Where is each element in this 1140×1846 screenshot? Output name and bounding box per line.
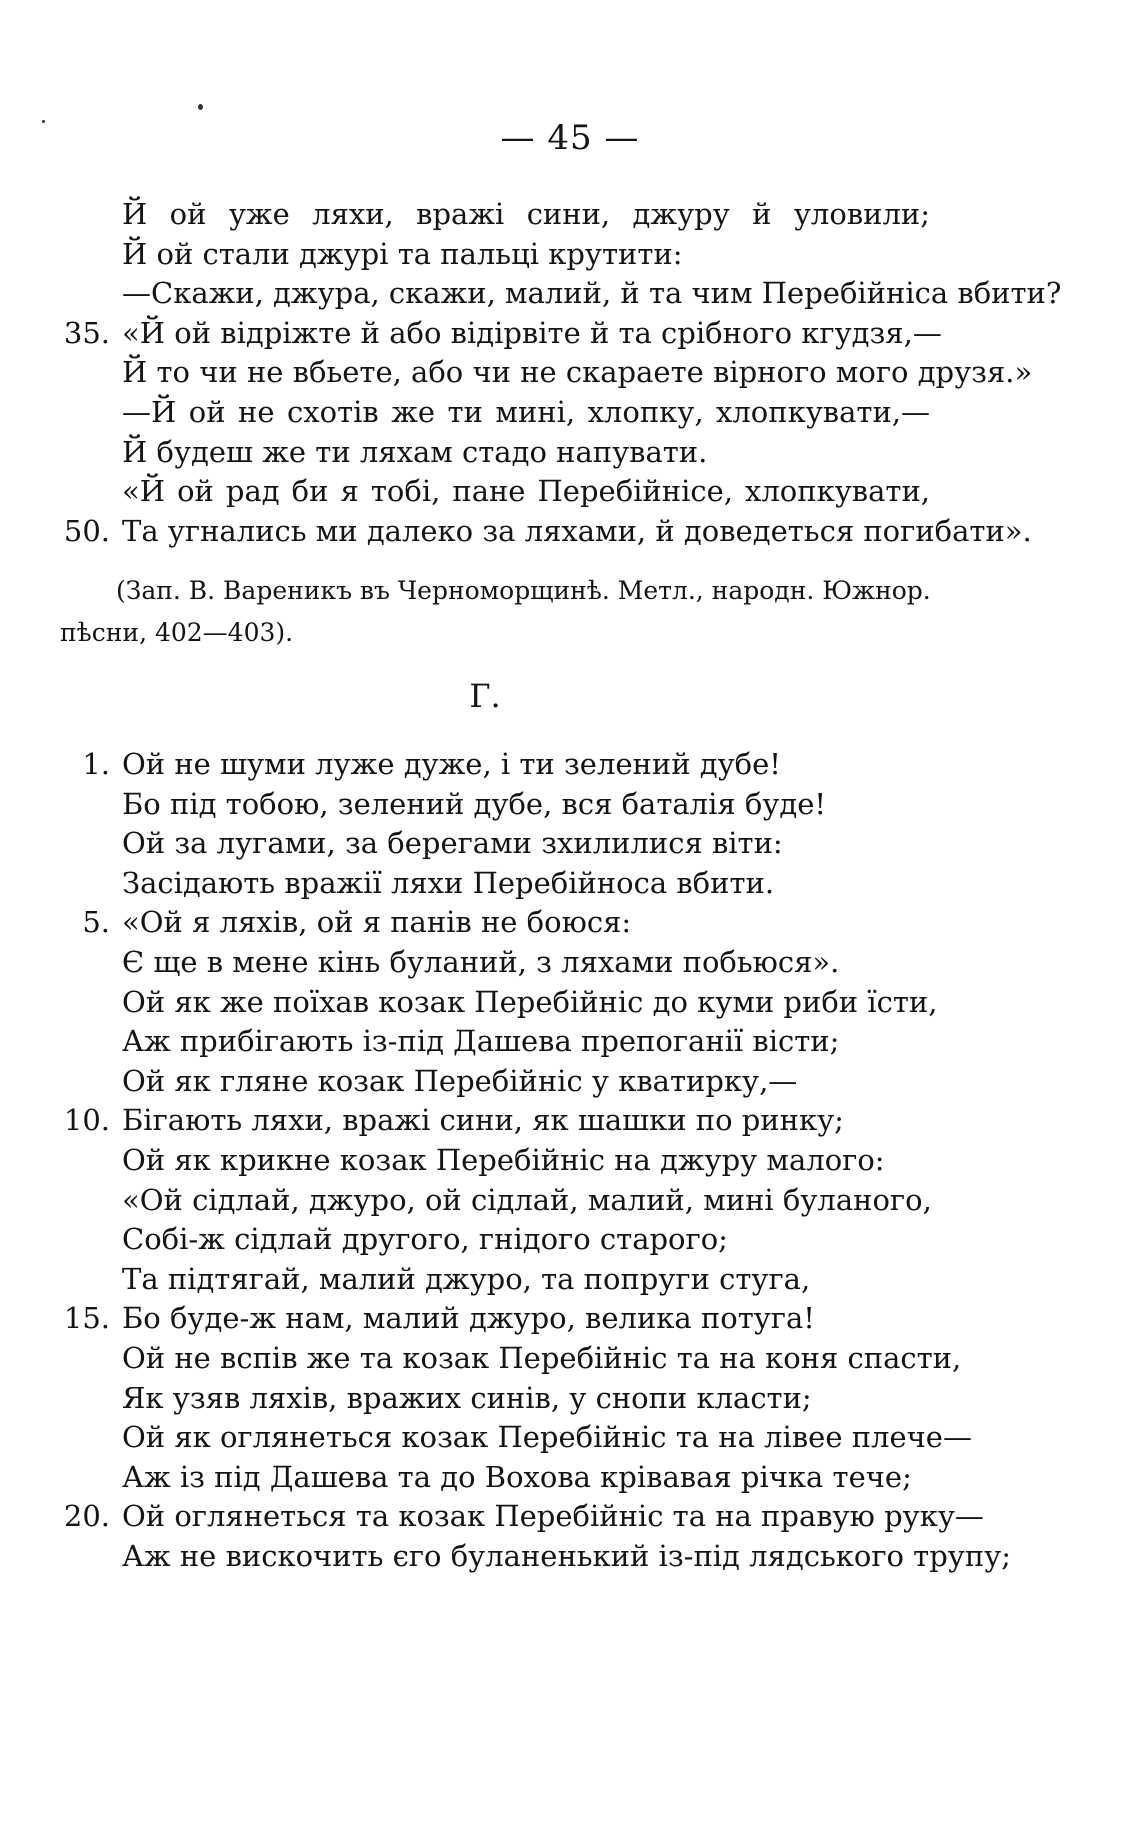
verse-line (0, 353, 1140, 393)
verse-line-text: «Ой я ляхів, ой я панів не боюся: (122, 905, 632, 940)
verse-line (0, 785, 1140, 825)
verse-line (0, 943, 1140, 983)
verse-line (0, 1537, 1140, 1577)
verse-line-text: «Й ой відріжте й або відірвіте й та срібного кгудзя,— (122, 315, 942, 350)
verse-line (0, 274, 1140, 314)
verse-line-text: Й то чи не вбьете, або чи не скараете вірного мого друзя.» (122, 355, 1033, 390)
verse-line-text: Засідають вражії ляхи Перебійноса вбити. (122, 865, 775, 900)
source-note-line-2: пѣсни, 402—403). (60, 618, 294, 647)
verse-line (0, 1141, 1140, 1181)
verse-line-text: Ой як крикне козак Перебійніс на джуру малого: (122, 1142, 885, 1177)
verse-line (0, 472, 1140, 512)
verse-line (0, 1379, 1140, 1419)
verse-line (0, 393, 1140, 433)
verse-line (0, 1339, 1140, 1379)
verse-line-text: Аж не вискочить єго буланенький із-під лядського трупу; (122, 1538, 1012, 1573)
verse-line (0, 864, 1140, 904)
verse-line-text: Й ой уже ляхи, вражі сини, джуру й уловили; (122, 197, 930, 231)
ink-speck (198, 104, 203, 110)
verse-line (0, 195, 1140, 235)
verse-line-text: Ой як оглянеться козак Перебійніс та на лівее плече— (122, 1420, 972, 1455)
verse-line (0, 433, 1140, 473)
verse-line-text: Та підтягай, малий джуро, та попруги стуга, (122, 1261, 811, 1296)
verse-line (0, 1299, 1140, 1339)
verse-line-text: Ой за лугами, за берегами зхилилися віти: (122, 826, 783, 861)
verse-line-text: Ой не вспів же та козак Перебійніс та на коня спасти, (122, 1340, 962, 1375)
verse-line (0, 314, 1140, 354)
verse-line-text: Ой не шуми луже дуже, і ти зелений дубе! (122, 747, 781, 781)
verse-block-top (0, 195, 1140, 551)
verse-line-text: Бігають ляхи, вражі сини, як шашки по ринку; (122, 1103, 844, 1138)
verse-line-number: 1. (82, 747, 110, 781)
verse-line (0, 903, 1140, 943)
verse-line-text: «Й ой рад би я тобі, пане Перебійнісе, хлопкувати, (122, 474, 930, 509)
verse-line-text: Й будеш же ти ляхам стадо напувати. (122, 434, 708, 469)
verse-line-number: 5. (82, 905, 110, 940)
verse-line-text: «Ой сідлай, джуро, ой сідлай, малий, мині буланого, (122, 1182, 932, 1217)
verse-line-number: 15. (63, 1301, 110, 1336)
verse-line-text: Аж прибігають із-під Дашева препоганії вісти; (122, 1024, 840, 1059)
verse-line-text: Й ой стали джурі та пальці крутити: (122, 236, 683, 271)
section-heading: Г. (469, 677, 501, 715)
verse-line (0, 1062, 1140, 1102)
verse-line-text: Як узяв ляхів, вражих синів, у снопи класти; (122, 1380, 812, 1415)
verse-line (0, 235, 1140, 275)
verse-line-text: Собі-ж сідлай другого, гнідого старого; (122, 1222, 728, 1257)
verse-line (0, 1181, 1140, 1221)
verse-line-text: Ой оглянеться та козак Перебійніс та на правую руку— (122, 1499, 984, 1534)
verse-line (0, 1497, 1140, 1537)
verse-line-text: —Й ой не схотів же ти мині, хлопку, хлопкувати,— (122, 394, 930, 429)
source-note-line-1: (Зап. В. Вареникъ въ Черноморщинѣ. Метл., народн. Южнор. (116, 576, 931, 605)
verse-line-number: 50. (63, 513, 110, 548)
source-note (60, 570, 931, 654)
verse-line-number: 20. (63, 1499, 110, 1534)
verse-block-bottom (0, 745, 1140, 1576)
verse-line (0, 1260, 1140, 1300)
verse-line-text: Бо під тобою, зелений дубе, вся баталія буде! (122, 786, 827, 821)
verse-line (0, 1220, 1140, 1260)
verse-line-text: Бо буде-ж нам, малий джуро, велика потуга! (122, 1301, 815, 1336)
verse-line (0, 512, 1140, 552)
verse-line (0, 745, 1140, 785)
verse-line-text: Ой як гляне козак Перебійніс у кватирку,— (122, 1063, 798, 1098)
verse-line (0, 1022, 1140, 1062)
verse-line (0, 983, 1140, 1023)
verse-line (0, 1418, 1140, 1458)
verse-line-number: 10. (63, 1103, 110, 1138)
verse-line-text: Є ще в мене кінь буланий, з ляхами побьюся». (122, 944, 840, 979)
verse-line (0, 824, 1140, 864)
verse-line-number: 35. (63, 315, 110, 350)
verse-line (0, 1458, 1140, 1498)
verse-line-text: Та угнались ми далеко за ляхами, й доведеться погибати». (122, 513, 1032, 548)
verse-line-text: Аж із під Дашева та до Вохова крівавая річка тече; (122, 1459, 912, 1494)
verse-line (0, 1101, 1140, 1141)
verse-line-text: —Скажи, джура, скажи, малий, й та чим Перебійніса вбити? (122, 276, 1062, 311)
verse-line-text: Ой як же поїхав козак Перебійніс до куми риби їсти, (122, 984, 938, 1019)
page-number: — 45 — (500, 118, 640, 158)
